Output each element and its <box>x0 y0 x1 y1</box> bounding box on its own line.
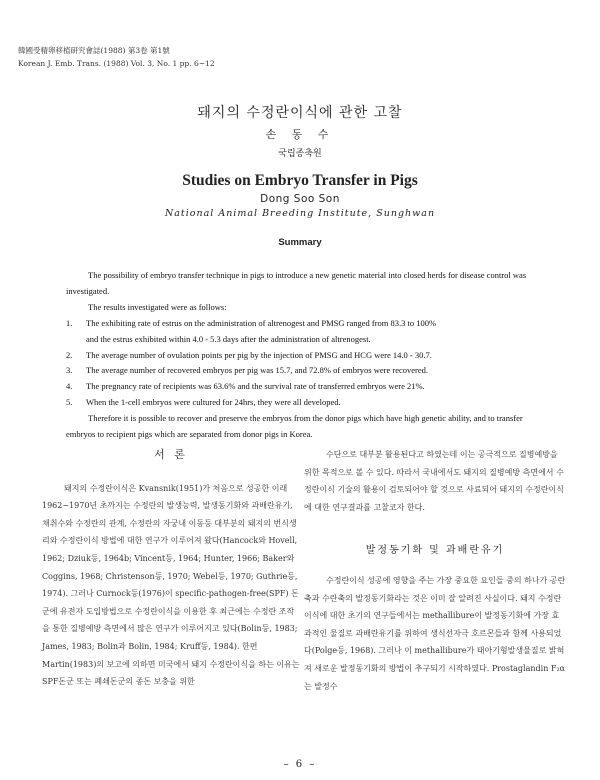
page-number: – 6 – <box>283 759 317 770</box>
item-1-continuation: and the estrus exhibited within 4.0 - 5.3 days after the administration of altrenogest. <box>86 333 371 344</box>
summary-intro: The possibility of embryo transfer technique in pigs to introduce a new genetic material into closed herds for disease control was investigated. <box>66 270 527 296</box>
item-text: The average number of ovulation points per pig by the injection of PMSG and HCG were 14.0 - 30.7. <box>86 349 432 360</box>
summary-results-intro: The results investigated were as follows: <box>88 301 227 312</box>
journal-citation-ko: 韓國受精卵移植研究會誌(1988) 第3卷 第1號 <box>18 46 170 55</box>
item-number: 5. <box>66 397 73 408</box>
item-text: The exhibiting rate of estrus on the administration of altrenogest and PMSG ranged from 83.3 to 100% <box>86 317 437 328</box>
author-english: Dong Soo Son <box>260 193 340 205</box>
item-text: The average number of recovered embryos per pig was 15.7, and 72.8% of embryos were recovered. <box>86 365 428 376</box>
summary-item-4 <box>66 379 531 395</box>
item-number: 3. <box>66 365 73 376</box>
introduction-paragraph: 돼지의 수정란이식은 Kvansnik(1951)가 처음으로 성공한 이래 1962~1970년 초까지는 수정란의 발생능력, 발생동기화와 과배란유기, 채취수와 수정란의 관계, 수정란의 자궁내 이동등 대부분의 돼지의 번식생리와 수정란이식 방법에 대한 연구가 이루어져 왔다(Hancock와 Hovell, 1962; Dziuk등, 1964b; Vincent등, 1964; Hunter, 1966; Baker와 Coggins, 1968; Christenson등, 1970; Webel등, 1970; Guthrie등, 1974). 그러나 Curnock등(1976)이 specific-pathogen-free(SPF) 돈군에 유전자 도입방법으로 수정란이식을 이용한 후 최근에는 수정란 조작을 통한 질병예방 측면에서 많은 연구가 이루어지고 있다(Bolin등, 1983; James, 1983; Bolin과 Bolin, 1984; Kruff등, 1984). 한편 Martin(1983)의 보고에 의하면 미국에서 돼지 수정란이식을 하는 이유는 SPF돈군 또는 폐쇄돈군의 종돈 보충을 위한 <box>42 483 300 687</box>
author-korean: 손 동 수 <box>265 128 335 141</box>
title-english: Studies on Embryo Transfer in Pigs <box>182 172 418 189</box>
summary-item-2 <box>66 348 531 364</box>
summary-item-1 <box>66 316 531 332</box>
institute-korean: 국립종축원 <box>278 149 322 159</box>
summary-item-5 <box>66 395 531 411</box>
journal-header <box>18 44 215 70</box>
title-korean: 돼지의 수정란이식에 관한 고찰 <box>197 105 403 121</box>
summary-conclusion: Therefore it is possible to recover and preserve the embryos from the donor pigs which have high genetic ability, and to transfer embryos to recipient pigs which are separated from donor pigs in Korea. <box>66 413 523 440</box>
item-number: 1. <box>66 317 73 328</box>
item-number: 4. <box>66 381 73 392</box>
item-number: 2. <box>66 349 73 360</box>
item-text: The pregnancy rate of recipients was 63.6% and the survival rate of transferred embryos were 21%. <box>86 381 425 392</box>
section-heading-introduction: 서 론 <box>154 448 188 461</box>
section-heading-estrus-synchronization: 발정동기화 및 과배란유기 <box>365 545 505 557</box>
item-text: When the 1-cell embryos were cultured for 24hrs, they were all developed. <box>86 397 341 408</box>
introduction-continuation: 수단으로 대부분 활용된다고 하였는데 이는 공극적으로 질병예방을 위한 목적으로 볼 수 있다. 따라서 국내에서도 돼지의 질병예방 측면에서 수정란이식 기술의 활용이 검토되어야 할 것으로 사료되어 돼지의 수정란이식에 대한 연구결과를 고찰코자 한다. <box>304 450 564 512</box>
institute-english: National Animal Breeding Institute, Sunghwan <box>164 208 436 219</box>
body-right-column <box>304 446 566 695</box>
estrus-synchronization-paragraph: 수정란이식 성공에 영향을 주는 가장 중요한 요인들 중의 하나가 공란축과 수란축의 발정동기화라는 것은 이미 잘 알려진 사실이다. 돼지 수정란이식에 대한 초기의 연구들에서는 methallibure이 발정동기화에 가장 효과적인 물질로 과배란유기를 위하여 생식선자극 호르몬들과 함께 사용되었다(Polge등, 1968). 그러나 이 methallibure가 태아기형발생물질로 밝혀져 새로운 발정동기화의 방법이 추구되기 시작하였다. Prostaglandin F₂α는 발정수 <box>304 575 566 691</box>
body-left-column <box>42 446 300 691</box>
summary-abstract <box>66 268 531 443</box>
journal-citation-en: Korean J. Emb. Trans. (1988) Vol. 3, No. 1 pp. 6~12 <box>18 59 215 68</box>
summary-item-3 <box>66 363 531 379</box>
summary-heading: Summary <box>278 237 322 248</box>
